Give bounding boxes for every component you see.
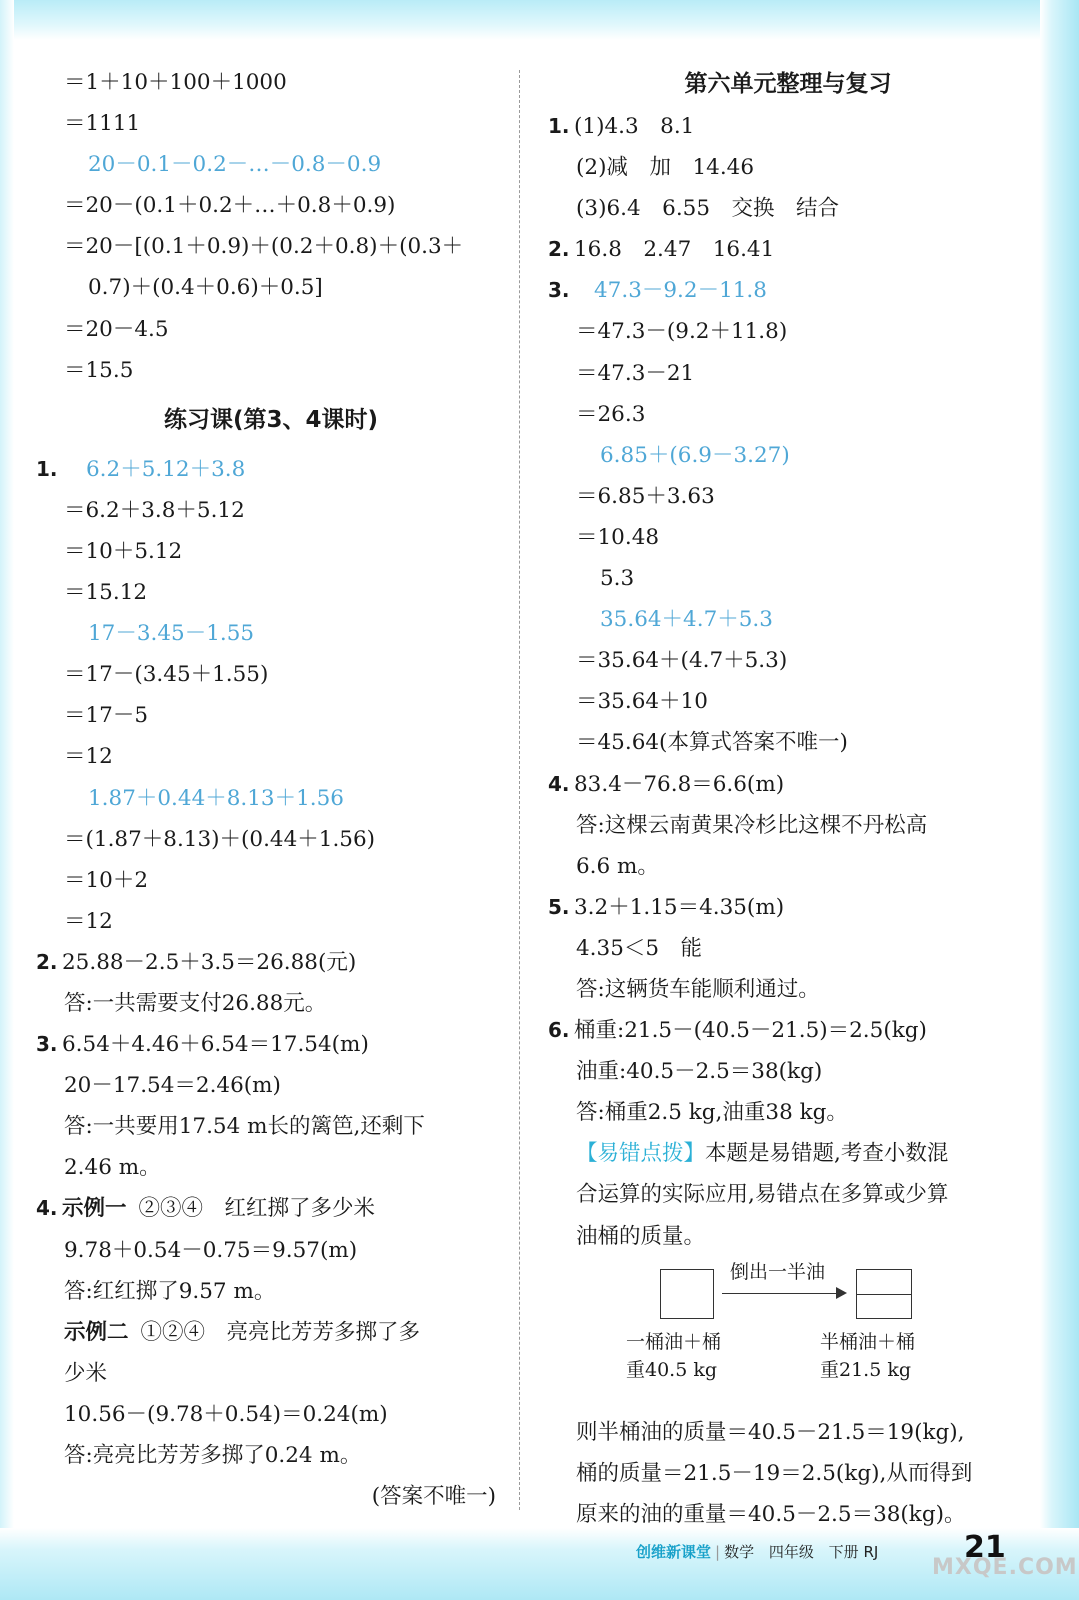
calc-line: ＝1＋10＋100＋1000 [64, 70, 287, 95]
page-number: 21 [964, 1530, 1006, 1565]
footer-subject: 数学 [724, 1543, 755, 1561]
question-4 [548, 764, 1028, 805]
example-text: ①②④ 亮亮比芳芳多掷了多 [140, 1319, 421, 1345]
question-3 [36, 1024, 506, 1065]
calc-line: ＝45.64(本算式答案不唯一) [576, 730, 848, 756]
tip-tag: 【易错点拨】 [576, 1141, 706, 1167]
calc-line: 25.88－2.5＋3.5＝26.88(元) [62, 949, 357, 975]
calc-line: ＝20－4.5 [64, 316, 169, 342]
calc-line: ＝17－(3.45＋1.55) [64, 662, 269, 688]
calc-problem: 47.3－9.2－11.8 [594, 278, 767, 304]
question-number: 4. [36, 1196, 58, 1221]
answer-note: (答案不唯一) [371, 1484, 496, 1510]
page-frame-bottom [0, 1528, 1079, 1600]
example-2 [36, 1312, 506, 1353]
calc-line: ＝10＋2 [64, 867, 149, 893]
tip-text: 本题是易错题,考查小数混 [705, 1141, 949, 1167]
footer-volume: 下册 [828, 1543, 859, 1561]
tip-text: 合运算的实际应用,易错点在多算或少算 [576, 1182, 949, 1208]
calc-problem: 6.85＋(6.9－3.27) [600, 442, 790, 468]
question-1 [36, 449, 506, 490]
answer-line: 答:一共要用17.54 m长的篱笆,还剩下 [64, 1114, 425, 1140]
calc-line: 83.4－76.8＝6.6(m) [574, 771, 785, 797]
half-line [857, 1294, 911, 1295]
calc-line: 20－17.54＝2.46(m) [64, 1073, 281, 1099]
question-number: 5. [548, 894, 570, 919]
section-title-practice: 练习课(第3、4课时) [163, 406, 379, 433]
answer-line: (3)6.4 6.55 交换 结合 [576, 196, 840, 222]
calc-line: 6.54＋4.46＋6.54＝17.54(m) [62, 1032, 369, 1058]
page-frame-left [0, 0, 14, 1600]
answer-line: 2.46 m。 [64, 1155, 161, 1181]
page-frame-top [0, 0, 1079, 40]
left-column [36, 62, 506, 1517]
bucket-diagram [548, 1257, 1028, 1412]
calc-line: ＝6.2＋3.8＋5.12 [64, 497, 245, 523]
question-2 [36, 942, 506, 983]
answer-line: 16.8 2.47 16.41 [574, 237, 775, 263]
question-4 [36, 1188, 506, 1229]
full-bucket-box [660, 1269, 714, 1319]
footer-separator: | [715, 1543, 721, 1561]
example-label: 示例二 [64, 1319, 129, 1345]
arrow-line [722, 1293, 838, 1294]
calc-problem: 35.64＋4.7＋5.3 [600, 607, 773, 633]
calc-line: ＝17－5 [64, 703, 149, 729]
calc-line: ＝(1.87＋8.13)＋(0.44＋1.56) [64, 826, 376, 852]
answer-line: 答:一共需要支付26.88元。 [64, 990, 327, 1016]
calc-problem: 1.87＋0.44＋8.13＋1.56 [88, 785, 344, 811]
half-bucket-weight: 重21.5 kg [820, 1358, 912, 1381]
calc-line: 油重:40.5－2.5＝38(kg) [576, 1059, 823, 1085]
footer-edition: RJ [863, 1543, 879, 1561]
answer-line: (1)4.3 8.1 [574, 114, 695, 139]
explanation-line: 桶的质量＝21.5－19＝2.5(kg),从而得到 [576, 1460, 973, 1486]
question-6 [548, 1010, 1028, 1051]
calc-line: ＝10＋5.12 [64, 538, 183, 564]
calc-line: 10.56－(9.78＋0.54)＝0.24(m) [64, 1401, 388, 1427]
calc-line: ＝35.64＋(4.7＋5.3) [576, 648, 788, 674]
calc-problem: 17－3.45－1.55 [88, 621, 255, 647]
calc-line: ＝47.3－21 [576, 360, 695, 386]
calc-line: ＝15.12 [64, 580, 148, 606]
question-number: 1. [36, 456, 58, 481]
calc-line: ＝26.3 [576, 401, 646, 427]
question-number: 1. [548, 114, 570, 138]
calc-line: ＝12 [64, 908, 113, 934]
half-bucket-label: 半桶油＋桶 [820, 1330, 916, 1353]
question-number: 4. [548, 771, 570, 796]
calc-line: ＝12 [64, 744, 113, 770]
calc-line: ＝35.64＋10 [576, 689, 708, 715]
right-column [548, 62, 1028, 1535]
calc-problem: 6.2＋5.12＋3.8 [86, 456, 246, 482]
question-2 [548, 229, 1028, 270]
page-frame-right [1040, 0, 1079, 1600]
brand-name: 创维新课堂 [636, 1543, 712, 1561]
answer-line: (2)减 加 14.46 [576, 155, 755, 181]
full-bucket-weight: 重40.5 kg [626, 1358, 718, 1381]
half-bucket-box [856, 1269, 912, 1319]
calc-line: 4.35＜5 能 [576, 935, 703, 961]
answer-line: 答:亮亮比芳芳多掷了0.24 m。 [64, 1443, 362, 1468]
answer-line: 答:桶重2.5 kg,油重38 kg。 [576, 1100, 848, 1126]
calc-line: 0.7)＋(0.4＋0.6)＋0.5] [88, 275, 323, 301]
answer-line: 答:这棵云南黄果冷杉比这棵不丹松高 [576, 812, 928, 838]
tip-line [548, 1133, 1028, 1174]
question-number: 6. [548, 1018, 570, 1043]
question-number: 2. [36, 949, 58, 974]
calc-line: 9.78＋0.54－0.75＝9.57(m) [64, 1237, 358, 1263]
calc-line: ＝20－[(0.1＋0.9)＋(0.2＋0.8)＋(0.3＋ [64, 234, 464, 260]
full-bucket-label: 一桶油＋桶 [626, 1330, 722, 1353]
answer-line: 答:红红掷了9.57 m。 [64, 1278, 276, 1304]
watermark: MXQE.COM [932, 1555, 1078, 1580]
calc-line: ＝6.85＋3.63 [576, 483, 715, 509]
calc-line: ＝1111 [64, 111, 141, 137]
tip-text: 油桶的质量。 [576, 1223, 706, 1249]
question-number: 2. [548, 237, 570, 262]
example-text: 少米 [64, 1360, 108, 1386]
question-number: 3. [36, 1032, 58, 1057]
question-number: 3. [548, 278, 570, 303]
calc-line: ＝10.48 [576, 524, 660, 550]
calc-line: ＝20－(0.1＋0.2＋…＋0.8＋0.9) [64, 193, 396, 219]
section-title-review: 第六单元整理与复习 [684, 71, 892, 97]
column-divider [519, 70, 520, 1510]
question-5 [548, 887, 1028, 928]
arrow-label: 倒出一半油 [730, 1260, 826, 1283]
calc-line: 3.2＋1.15＝4.35(m) [574, 894, 785, 920]
calc-line: ＝15.5 [64, 357, 134, 383]
calc-line: 5.3 [600, 566, 635, 592]
answer-line: 6.6 m。 [576, 853, 659, 879]
explanation-line: 则半桶油的质量＝40.5－21.5＝19(kg), [576, 1419, 965, 1445]
question-1 [548, 106, 1028, 147]
explanation-line: 原来的油的重量＝40.5－2.5＝38(kg)。 [576, 1501, 966, 1527]
calc-line: 桶重:21.5－(40.5－21.5)＝2.5(kg) [574, 1018, 927, 1044]
calc-line: ＝47.3－(9.2＋11.8) [576, 319, 788, 345]
footer-grade: 四年级 [768, 1543, 814, 1561]
calc-problem: 20－0.1－0.2－…－0.8－0.9 [88, 152, 382, 178]
example-text: ②③④ 红红掷了多少米 [138, 1196, 376, 1222]
page-footer [636, 1534, 878, 1570]
question-3 [548, 270, 1028, 311]
answer-line: 答:这辆货车能顺利通过。 [576, 976, 820, 1002]
arrow-head [836, 1287, 847, 1299]
example-label: 示例一 [62, 1196, 127, 1222]
